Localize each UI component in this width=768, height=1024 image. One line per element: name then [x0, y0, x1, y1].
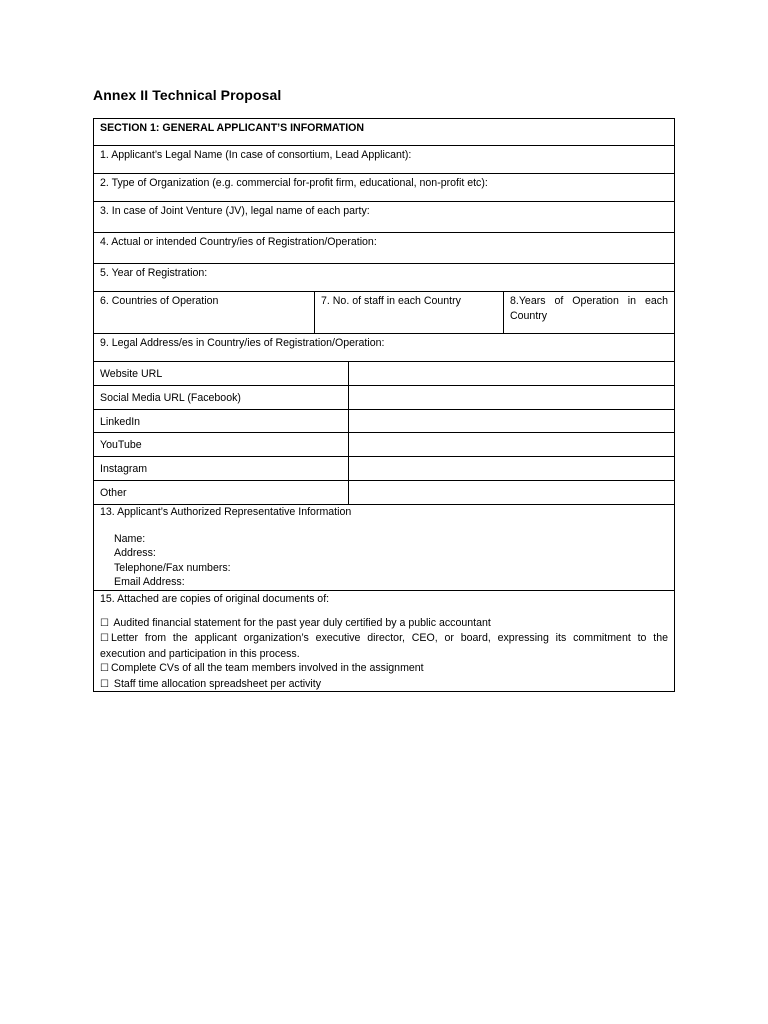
link-input-linkedin[interactable] [348, 409, 675, 433]
representative-header: 13. Applicant’s Authorized Representative Information [100, 506, 352, 518]
doc-item-commitment-letter[interactable] [100, 631, 668, 647]
checkbox-icon[interactable]: ☐ [100, 617, 109, 629]
representative-section[interactable] [93, 504, 675, 591]
documents-header: 15. Attached are copies of original documents of: [100, 593, 330, 605]
doc-item-staff-allocation[interactable] [100, 677, 668, 693]
doc-item-label: Complete CVs of all the team members involved in the assignment [110, 662, 424, 674]
link-input-youtube[interactable] [348, 432, 675, 457]
field-legal-name[interactable]: 1. Applicant’s Legal Name (In case of consortium, Lead Applicant): [93, 145, 675, 174]
field-countries-of-operation[interactable]: 6. Countries of Operation [93, 291, 315, 334]
document-title: Annex II Technical Proposal [93, 87, 282, 103]
spacer [100, 520, 668, 532]
field-staff-per-country[interactable]: 7. No. of staff in each Country [314, 291, 504, 334]
field-year-of-registration[interactable]: 5. Year of Registration: [93, 263, 675, 292]
checkbox-icon[interactable]: ☐ [100, 678, 109, 690]
link-label-facebook: Social Media URL (Facebook) [93, 385, 349, 410]
link-label-youtube: YouTube [93, 432, 349, 457]
years-operation-label-line2: Country [510, 309, 548, 322]
checkbox-icon[interactable]: ☐ [100, 633, 109, 644]
field-legal-addresses[interactable]: 9. Legal Address/es in Country/ies of Registration/Operation: [93, 333, 675, 362]
doc-item-label: Letter from the applicant organization’s executive director, CEO, or board, expressing its commitment to the [110, 632, 668, 644]
link-input-other[interactable] [348, 480, 675, 505]
link-input-facebook[interactable] [348, 385, 675, 410]
doc-item-label: Audited financial statement for the past year duly certified by a public accountant [113, 616, 491, 629]
field-years-of-operation[interactable] [503, 291, 675, 334]
link-label-linkedin: LinkedIn [93, 409, 349, 433]
rep-phone-label: Telephone/Fax numbers: [114, 561, 231, 574]
years-operation-label-line1: 8.Years of Operation in each [510, 295, 668, 307]
field-jv-parties[interactable]: 3. In case of Joint Venture (JV), legal name of each party: [93, 201, 675, 233]
doc-item-team-cvs[interactable] [100, 661, 668, 677]
doc-item-commitment-letter-cont: execution and participation in this process. [100, 647, 300, 660]
link-input-website[interactable] [348, 361, 675, 386]
doc-item-label: Staff time allocation spreadsheet per activity [113, 677, 322, 690]
field-registration-country[interactable]: 4. Actual or intended Country/ies of Registration/Operation: [93, 232, 675, 264]
link-input-instagram[interactable] [348, 456, 675, 481]
section-1-header: SECTION 1: GENERAL APPLICANT’S INFORMATION [93, 118, 675, 146]
doc-item-financial-statement[interactable] [100, 616, 668, 632]
spacer [100, 607, 668, 616]
rep-email-label: Email Address: [114, 576, 185, 588]
rep-address-label: Address: [114, 547, 156, 559]
attached-documents-section [93, 590, 675, 692]
checkbox-icon[interactable]: ☐ [100, 663, 109, 674]
link-label-other: Other [93, 480, 349, 505]
field-organization-type[interactable]: 2. Type of Organization (e.g. commercial for-profit firm, educational, non-profit etc): [93, 173, 675, 202]
rep-name-label: Name: [114, 532, 146, 545]
link-label-instagram: Instagram [93, 456, 349, 481]
link-label-website: Website URL [93, 361, 349, 386]
